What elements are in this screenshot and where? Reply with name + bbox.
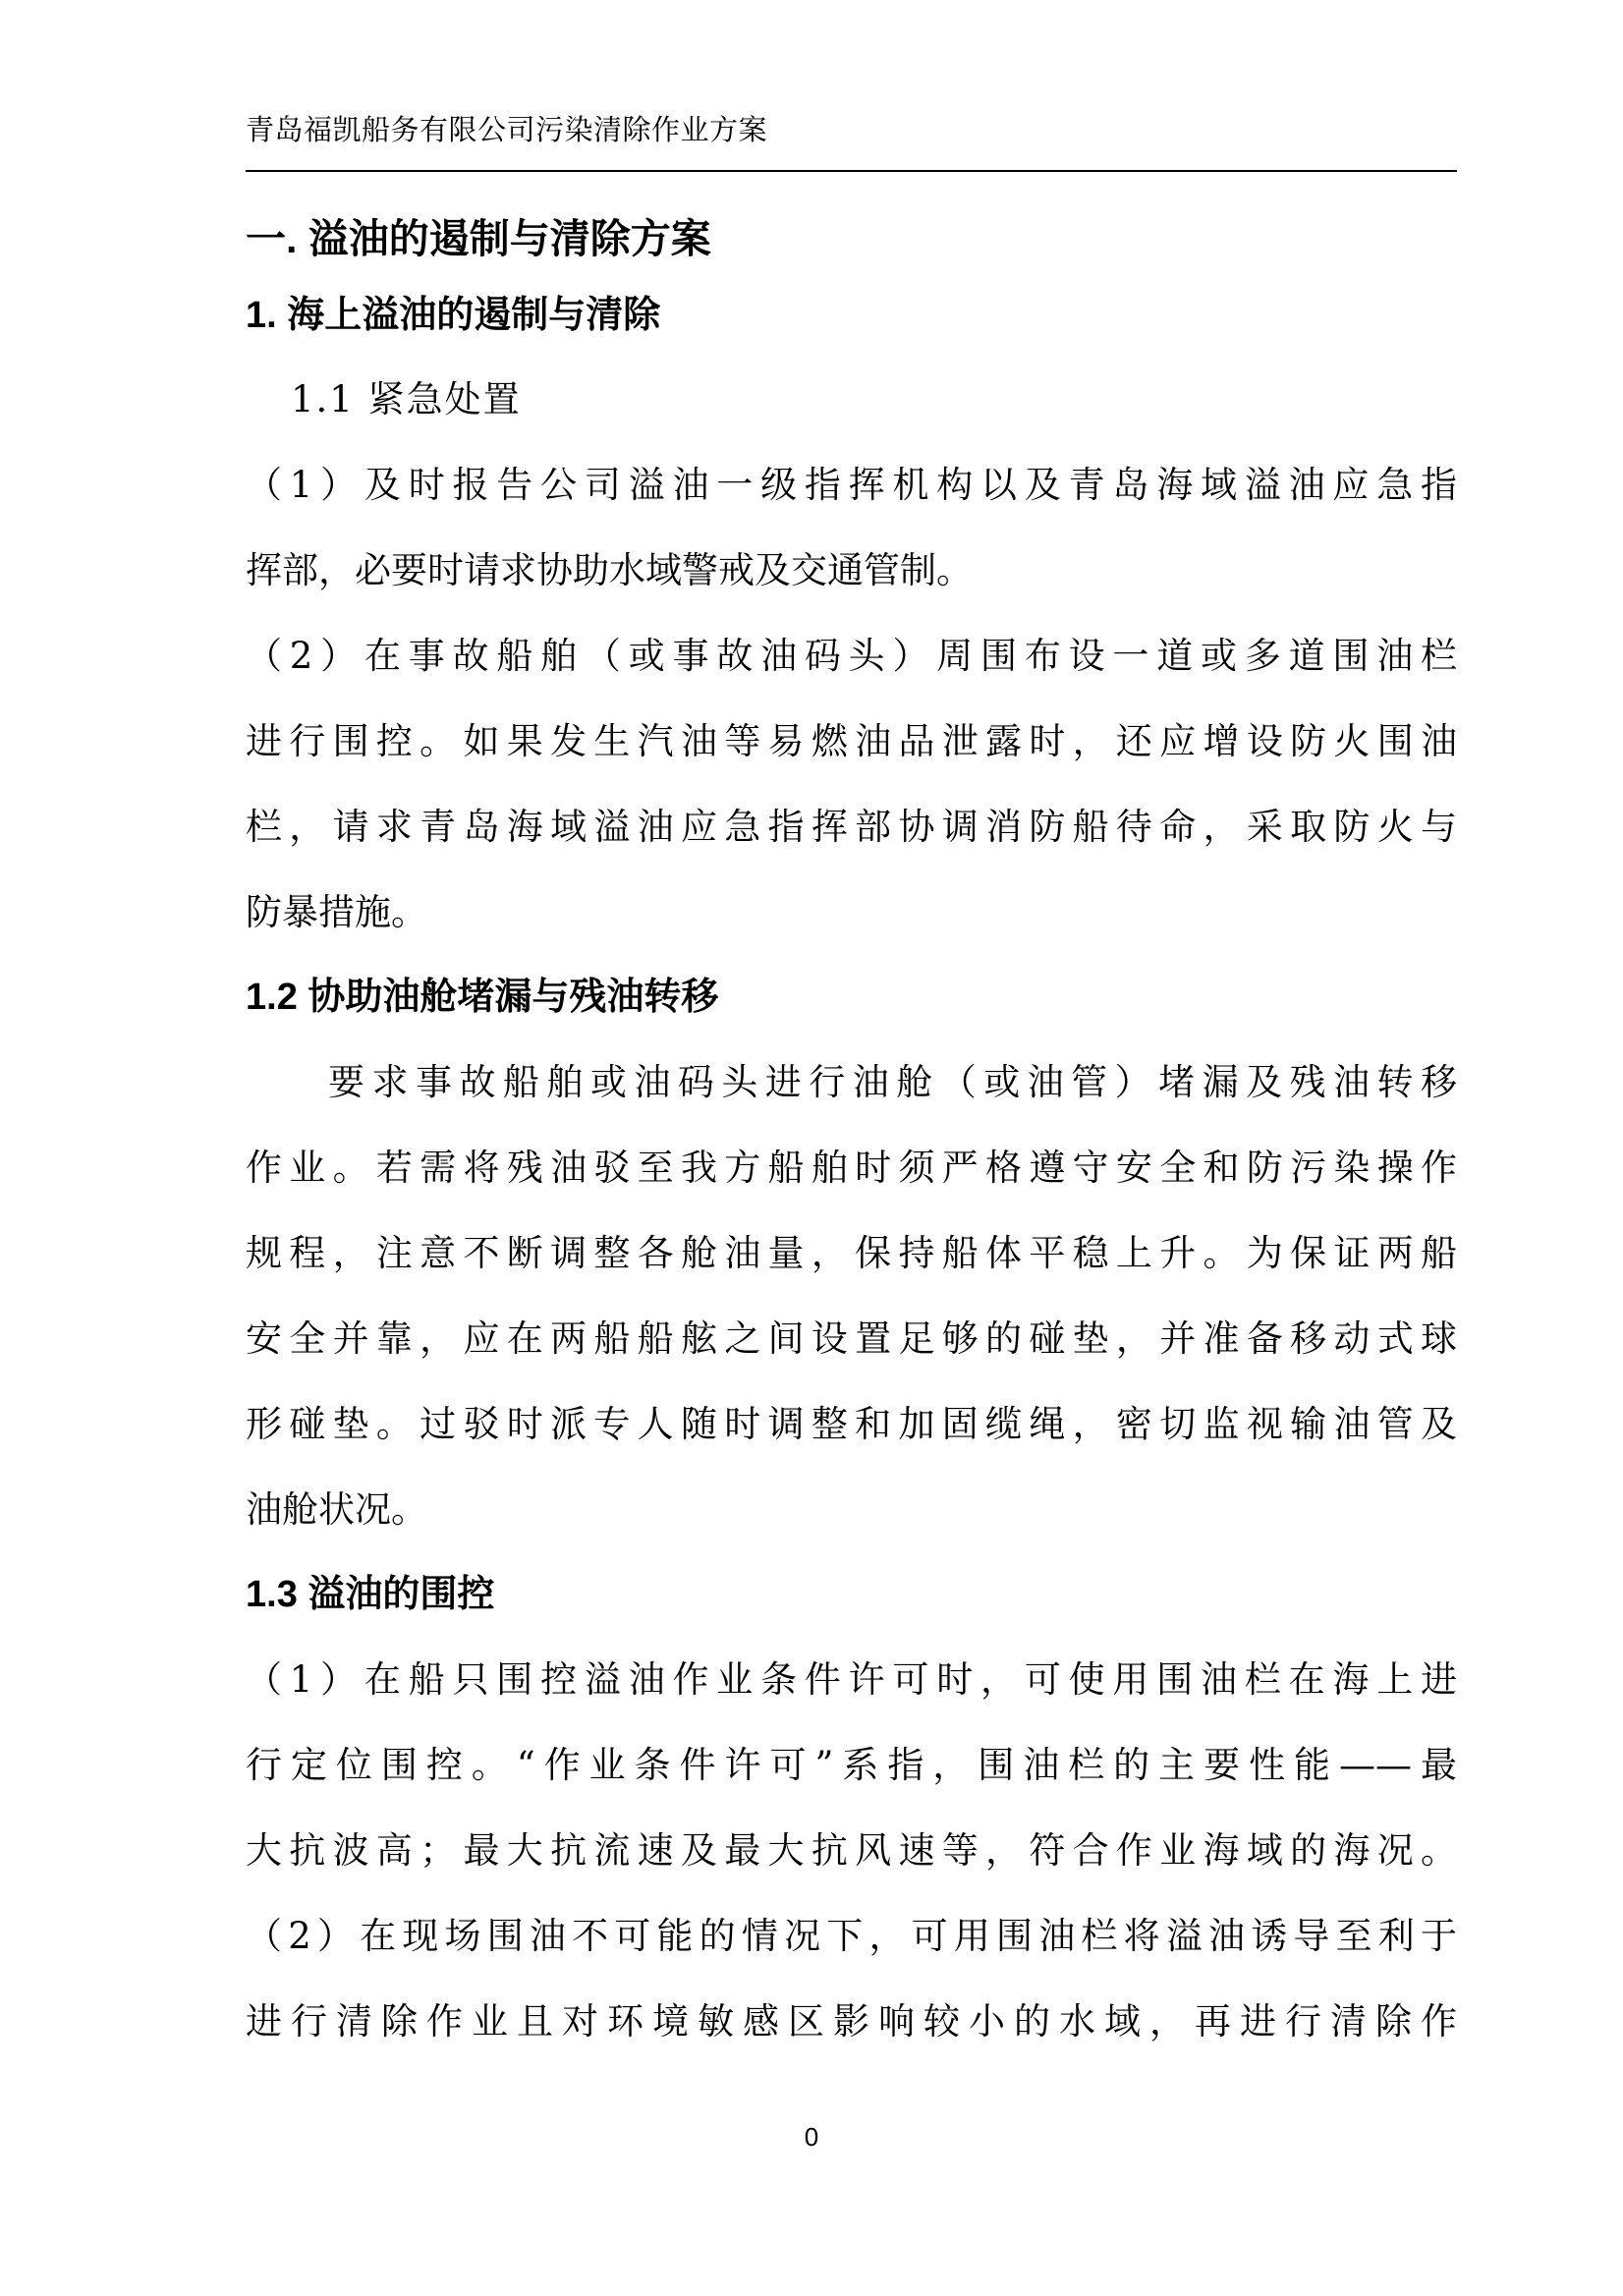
paragraph-1-3-2 xyxy=(246,1893,1457,2064)
paragraph-1-1-2 xyxy=(246,613,1457,955)
subsection-heading-1: 1. 海上溢油的遏制与清除 xyxy=(246,295,661,336)
paragraph-1-2-1 xyxy=(246,1039,1457,1552)
page-number: 0 xyxy=(804,2122,819,2152)
header-divider xyxy=(246,170,1457,172)
text-line: 挥部，必要时请求协助水域警戒及交通管制。 xyxy=(246,549,973,591)
text-line: 行定位围控。“作业条件许可”系指，围油栏的主要性能——最 xyxy=(246,1744,1457,1786)
page-header: 青岛福凯船务有限公司污染清除作业方案 xyxy=(246,113,768,146)
section-heading: 一. 溢油的遏制与清除方案 xyxy=(246,216,711,261)
text-line: 油舱状况。 xyxy=(246,1488,427,1531)
text-line: 作业。若需将残油驳至我方船舶时须严格遵守安全和防污染操作 xyxy=(246,1147,1457,1189)
text-line: 进行围控。如果发生汽油等易燃油品泄露时，还应增设防火围油 xyxy=(246,720,1457,762)
heading-1-3: 1.3 溢油的围控 xyxy=(246,1574,495,1615)
text-line: 大抗波高；最大抗流速及最大抗风速等，符合作业海域的海况。 xyxy=(246,1829,1457,1872)
heading-1-2: 1.2 协助油舱堵漏与残油转移 xyxy=(246,977,719,1018)
text-line: （2）在现场围油不可能的情况下，可用围油栏将溢油诱导至利于 xyxy=(246,1915,1457,1957)
document-body xyxy=(246,204,1457,2064)
text-line: （2）在事故船舶（或事故油码头）周围布设一道或多道围油栏 xyxy=(246,635,1457,677)
text-line: 防暴措施。 xyxy=(246,891,427,933)
paragraph-1-3-1 xyxy=(246,1637,1457,1893)
text-line: 要求事故船舶或油码头进行油舱（或油管）堵漏及残油转移 xyxy=(328,1061,1457,1103)
text-line: 形碰垫。过驳时派专人随时调整和加固缆绳，密切监视输油管及 xyxy=(246,1403,1457,1445)
text-line: （1）在船只围控溢油作业条件许可时，可使用围油栏在海上进 xyxy=(246,1658,1457,1701)
text-line: （1）及时报告公司溢油一级指挥机构以及青岛海域溢油应急指 xyxy=(246,464,1457,506)
text-line: 栏，请求青岛海域溢油应急指挥部协调消防船待命，采取防火与 xyxy=(246,806,1457,848)
paragraph-1-1-1 xyxy=(246,442,1457,613)
text-line: 规程，注意不断调整各舱油量，保持船体平稳上升。为保证两船 xyxy=(246,1232,1457,1274)
text-line: 进行清除作业且对环境敏感区影响较小的水域，再进行清除作 xyxy=(246,2000,1457,2043)
heading-1-1: 1.1 紧急处置 xyxy=(291,378,522,420)
text-line: 安全并靠，应在两船船舷之间设置足够的碰垫，并准备移动式球 xyxy=(246,1317,1457,1360)
